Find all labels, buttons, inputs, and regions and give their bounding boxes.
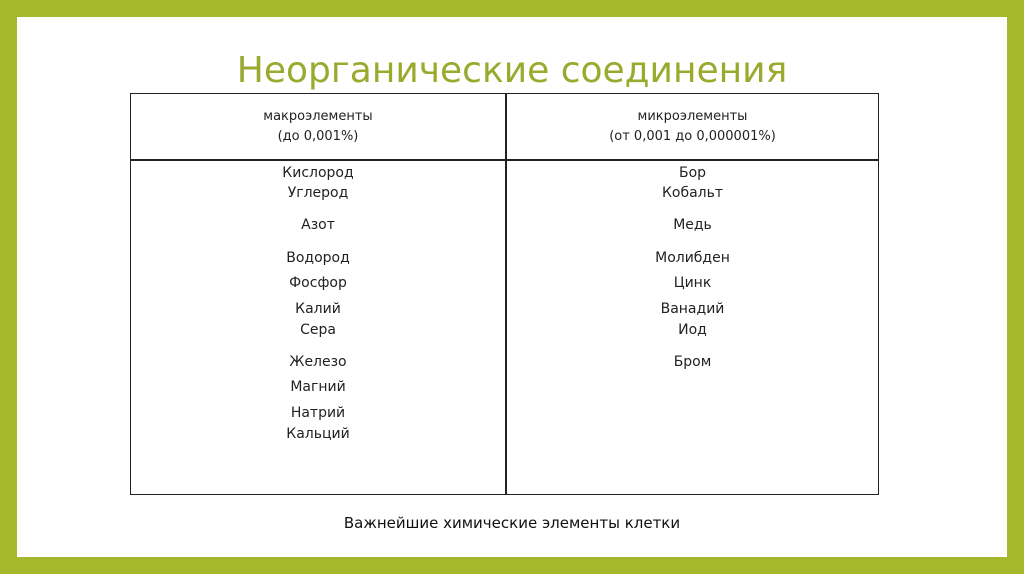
list-item: Водород xyxy=(286,250,350,266)
elements-table xyxy=(130,93,879,495)
header-microelements xyxy=(507,94,878,159)
list-item: Магний xyxy=(290,379,346,395)
list-item: Натрий xyxy=(290,405,346,421)
header-divider xyxy=(131,159,878,161)
header-macroelements xyxy=(131,94,505,159)
list-item: Ванадий xyxy=(660,301,725,317)
list-item: Кобальт xyxy=(661,185,724,201)
slide xyxy=(17,17,1007,557)
list-item: Цинк xyxy=(673,275,712,291)
list-item: Калий xyxy=(295,301,341,317)
list-item: Молибден xyxy=(655,250,730,266)
header-micro-range: (от 0,001 до 0,000001%) xyxy=(609,128,776,144)
list-item: Углерод xyxy=(287,185,349,201)
table-caption: Важнейшие химические элементы клетки xyxy=(343,514,681,532)
list-item: Азот xyxy=(301,217,335,233)
header-macro-label: макроэлементы xyxy=(263,108,373,124)
slide-title: Неорганические соединения xyxy=(236,50,788,91)
list-item: Бром xyxy=(673,354,712,370)
header-micro-label: микроэлементы xyxy=(637,108,748,124)
list-item: Иод xyxy=(678,322,707,338)
list-item: Кальций xyxy=(286,426,350,442)
list-item: Бор xyxy=(678,165,707,181)
header-macro-range: (до 0,001%) xyxy=(277,128,359,144)
list-item: Кислород xyxy=(282,165,354,181)
list-item: Фосфор xyxy=(289,275,347,291)
list-item: Железо xyxy=(289,354,347,370)
list-item: Медь xyxy=(673,217,712,233)
list-item: Сера xyxy=(300,322,336,338)
